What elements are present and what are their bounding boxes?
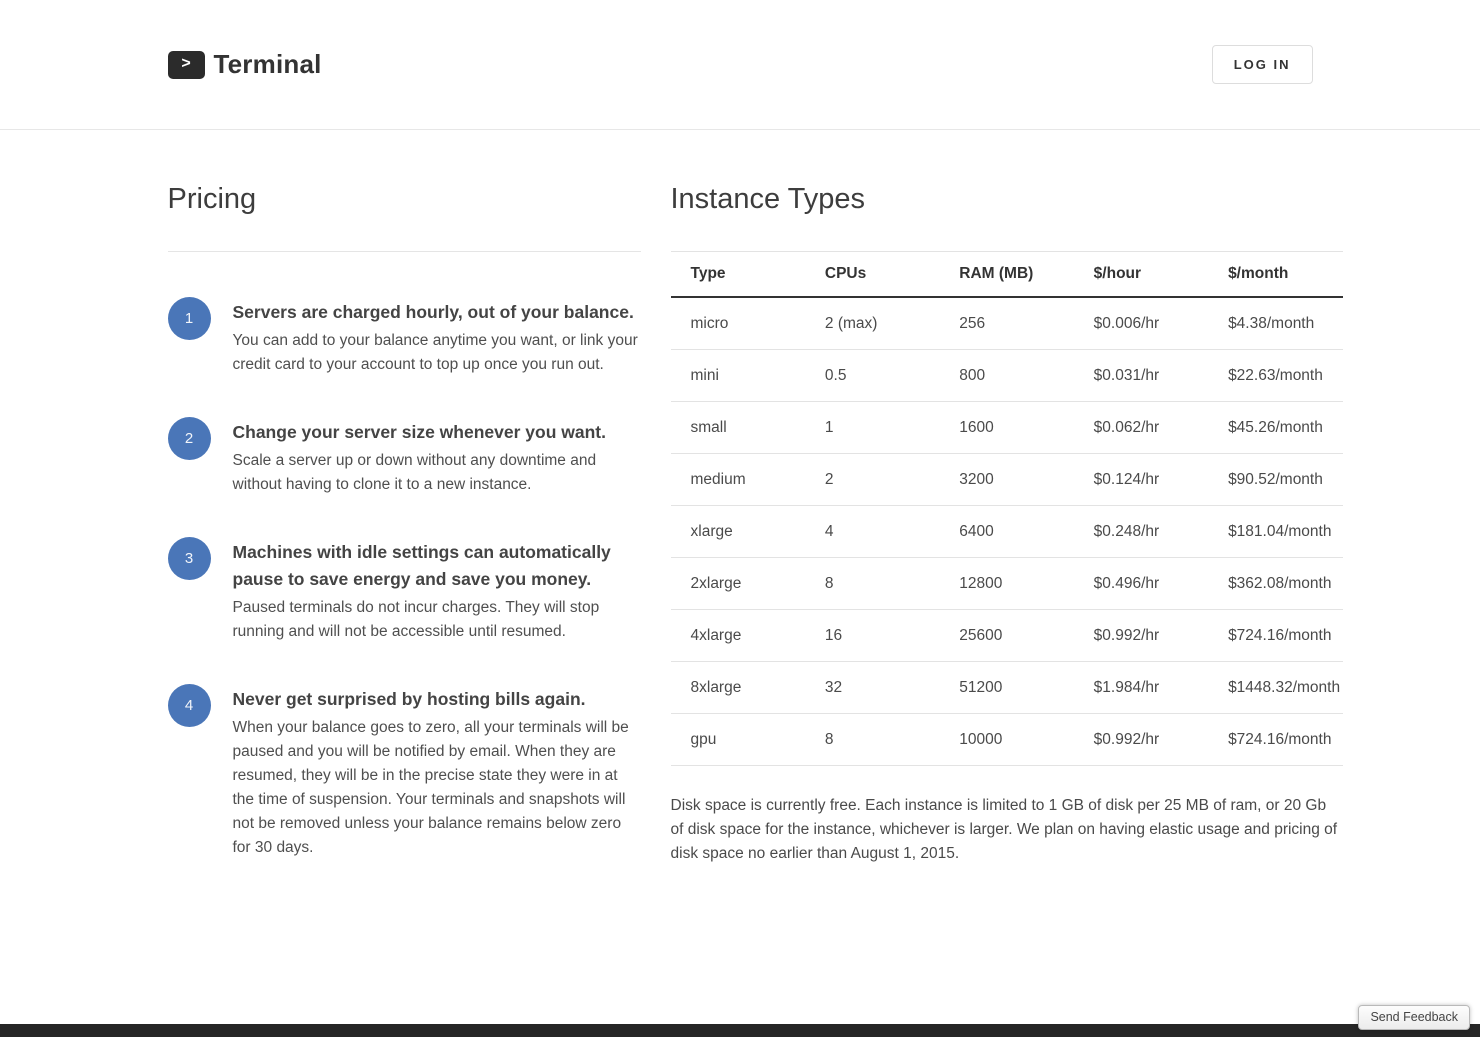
cell-monthly: $22.63/month: [1208, 350, 1342, 402]
cell-ram: 10000: [939, 714, 1073, 766]
cell-ram: 12800: [939, 558, 1073, 610]
cell-monthly: $181.04/month: [1208, 506, 1342, 558]
footer-bar: [0, 1024, 1480, 1037]
cell-cpus: 16: [805, 610, 939, 662]
cell-type: gpu: [671, 714, 805, 766]
cell-ram: 6400: [939, 506, 1073, 558]
cell-hourly: $0.006/hr: [1074, 297, 1208, 350]
cell-monthly: $45.26/month: [1208, 402, 1342, 454]
cell-ram: 256: [939, 297, 1073, 350]
cell-ram: 51200: [939, 662, 1073, 714]
cell-hourly: $0.496/hr: [1074, 558, 1208, 610]
instance-table-body: [671, 297, 1343, 766]
login-button[interactable]: LOG IN: [1212, 45, 1313, 84]
table-row: [671, 662, 1343, 714]
cell-hourly: $0.992/hr: [1074, 714, 1208, 766]
instance-types-title: Instance Types: [670, 183, 866, 215]
pricing-item-body: Scale a server up or down without any downtime and without having to clone it to a new instance.: [232, 452, 597, 494]
brand[interactable]: [168, 49, 322, 80]
cell-ram: 800: [939, 350, 1073, 402]
cell-cpus: 32: [805, 662, 939, 714]
pricing-item-3: [168, 537, 641, 644]
pricing-item-2: [168, 417, 641, 497]
cell-hourly: $0.124/hr: [1074, 454, 1208, 506]
cell-hourly: $0.992/hr: [1074, 610, 1208, 662]
table-row: [671, 558, 1343, 610]
cell-cpus: 2 (max): [805, 297, 939, 350]
cell-hourly: $0.031/hr: [1074, 350, 1208, 402]
cell-type: 4xlarge: [671, 610, 805, 662]
cell-cpus: 0.5: [805, 350, 939, 402]
cell-hourly: $0.248/hr: [1074, 506, 1208, 558]
cell-type: mini: [671, 350, 805, 402]
pricing-item-1: [168, 297, 641, 377]
cell-type: small: [671, 402, 805, 454]
cell-cpus: 8: [805, 558, 939, 610]
cell-monthly: $362.08/month: [1208, 558, 1342, 610]
column-header-monthly: $/month: [1208, 252, 1342, 298]
cell-ram: 3200: [939, 454, 1073, 506]
table-row: [671, 350, 1343, 402]
table-row: [671, 402, 1343, 454]
cell-monthly: $1448.32/month: [1208, 662, 1342, 714]
main-content: [0, 130, 1480, 900]
pricing-item-4: [168, 684, 641, 860]
pricing-item-heading: Servers are charged hourly, out of your balance.: [232, 302, 634, 323]
pricing-item-body: When your balance goes to zero, all your terminals will be paused and you will be notified by email. When they are resumed, they will be in the precise state they were in at the time of suspension. Your terminals and snapshots will not be removed unless your balance remains below zero for 30 days.: [232, 719, 629, 857]
cell-type: xlarge: [671, 506, 805, 558]
site-header: [0, 0, 1480, 130]
cell-cpus: 2: [805, 454, 939, 506]
step-number-badge: 1: [168, 297, 211, 340]
table-row: [671, 610, 1343, 662]
instance-types-section: [671, 180, 1343, 866]
pricing-item-body: You can add to your balance anytime you want, or link your credit card to your account to top up once you run out.: [232, 332, 638, 374]
table-row: [671, 714, 1343, 766]
pricing-item-body: Paused terminals do not incur charges. They will stop running and will not be accessible until resumed.: [232, 599, 600, 641]
cell-monthly: $724.16/month: [1208, 714, 1342, 766]
table-header-row: [671, 252, 1343, 298]
step-number-badge: 4: [168, 684, 211, 727]
instance-types-table: [671, 251, 1343, 766]
terminal-logo-icon: [168, 51, 205, 79]
cell-cpus: 8: [805, 714, 939, 766]
cell-cpus: 4: [805, 506, 939, 558]
column-header-type: Type: [671, 252, 805, 298]
table-row: [671, 506, 1343, 558]
brand-name: Terminal: [213, 49, 322, 79]
cell-type: micro: [671, 297, 805, 350]
cell-type: 2xlarge: [671, 558, 805, 610]
cell-hourly: $0.062/hr: [1074, 402, 1208, 454]
column-header-cpus: CPUs: [805, 252, 939, 298]
send-feedback-button[interactable]: Send Feedback: [1358, 1005, 1470, 1030]
pricing-item-heading: Never get surprised by hosting bills again.: [232, 689, 586, 710]
cell-monthly: $90.52/month: [1208, 454, 1342, 506]
table-row: [671, 297, 1343, 350]
cell-monthly: $724.16/month: [1208, 610, 1342, 662]
column-header-ram: RAM (MB): [939, 252, 1073, 298]
pricing-divider: [168, 251, 641, 252]
cell-monthly: $4.38/month: [1208, 297, 1342, 350]
cell-type: medium: [671, 454, 805, 506]
terminal-prompt-glyph: >: [181, 55, 191, 72]
cell-hourly: $1.984/hr: [1074, 662, 1208, 714]
cell-type: 8xlarge: [671, 662, 805, 714]
step-number-badge: 3: [168, 537, 211, 580]
cell-ram: 25600: [939, 610, 1073, 662]
cell-cpus: 1: [805, 402, 939, 454]
disk-space-note: Disk space is currently free. Each instance is limited to 1 GB of disk per 25 MB of ram, or 20 Gb of disk space for the instance, whichever is larger. We plan on having elastic usage and pricing of disk space no earlier than August 1, 2015.: [670, 797, 1338, 863]
column-header-hourly: $/hour: [1074, 252, 1208, 298]
cell-ram: 1600: [939, 402, 1073, 454]
pricing-section: [168, 180, 641, 900]
table-row: [671, 454, 1343, 506]
pricing-title: Pricing: [167, 183, 257, 215]
pricing-item-heading: Change your server size whenever you want.: [232, 422, 606, 443]
pricing-item-heading: Machines with idle settings can automatically pause to save energy and save you money.: [232, 542, 611, 590]
step-number-badge: 2: [168, 417, 211, 460]
